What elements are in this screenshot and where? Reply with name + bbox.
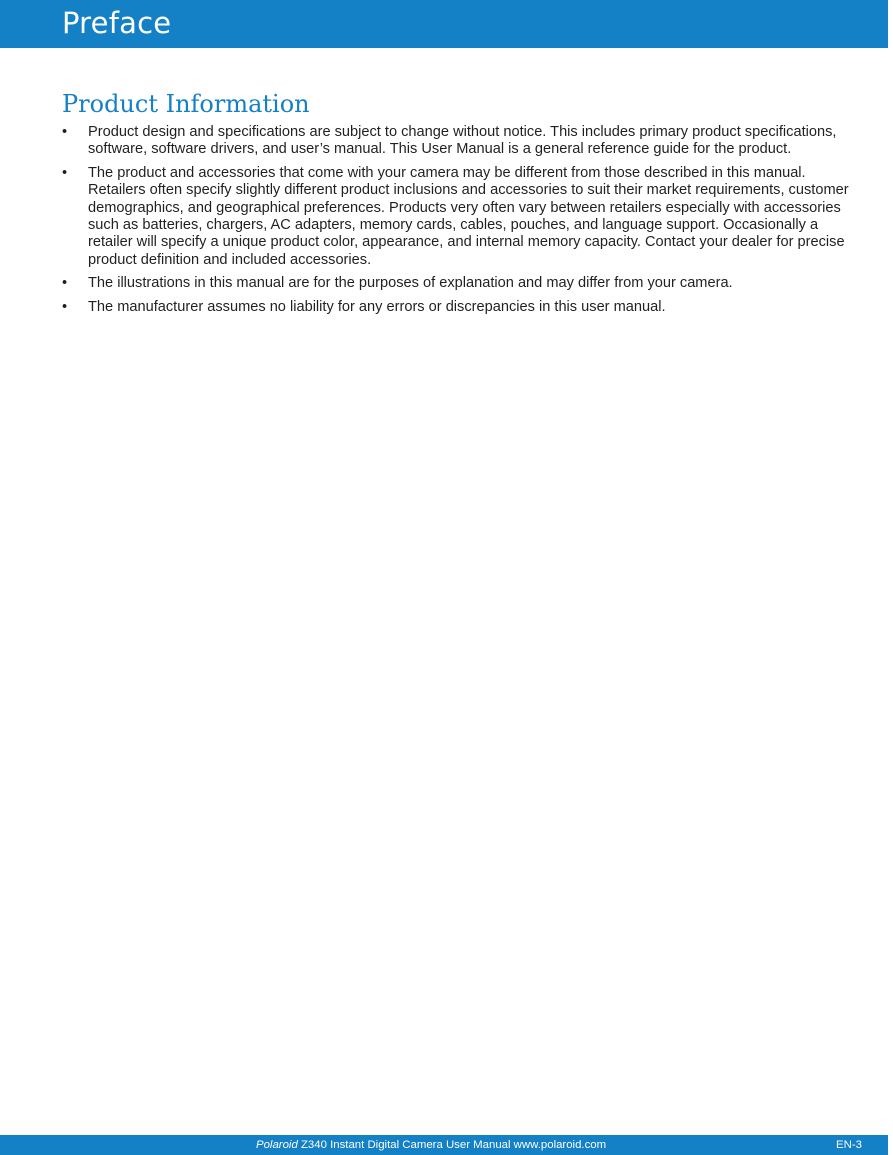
bullet-icon: •	[62, 124, 68, 140]
list-item-text: The illustrations in this manual are for the purposes of explanation and may differ from your camera.	[88, 275, 733, 292]
footer-brand: Polaroid	[256, 1139, 298, 1151]
footer-description: Z340 Instant Digital Camera User Manual www.polaroid.com	[297, 1139, 607, 1151]
list-item-text: Product design and specifications are subject to change without notice. This includes primary product specifications, software, software drivers, and user’s manual. This User Manual is a general reference guide for the product.	[88, 124, 837, 158]
section-heading: Product Information	[62, 90, 310, 118]
footer-caption	[256, 1137, 606, 1153]
product-information-list	[62, 124, 852, 322]
header-bar	[0, 0, 888, 48]
footer-bar	[0, 1135, 888, 1155]
list-item	[62, 165, 852, 269]
bullet-icon: •	[62, 275, 68, 292]
page-number: EN-3	[836, 1139, 862, 1151]
list-item-text: The product and accessories that come with your camera may be different from those described in this manual. Retailers often specify slightly different product inclusions and accessories to suit their market requirements, customer demographics, and geographical preferences. Products very often vary between retailers especially with accessories such as batteries, chargers, AC adapters, memory cards, cables, pouches, and language support. Occasionally a retailer will specify a unique product color, appearance, and internal memory capacity. Contact your dealer for precise product definition and included accessories.	[88, 164, 849, 268]
page-title: Preface	[62, 6, 172, 40]
list-item-text: The manufacturer assumes no liability for any errors or discrepancies in this user manual.	[88, 298, 666, 315]
list-item	[62, 124, 852, 159]
list-item	[62, 299, 852, 316]
bullet-icon: •	[62, 164, 68, 181]
bullet-icon: •	[62, 298, 68, 315]
list-item	[62, 275, 852, 292]
